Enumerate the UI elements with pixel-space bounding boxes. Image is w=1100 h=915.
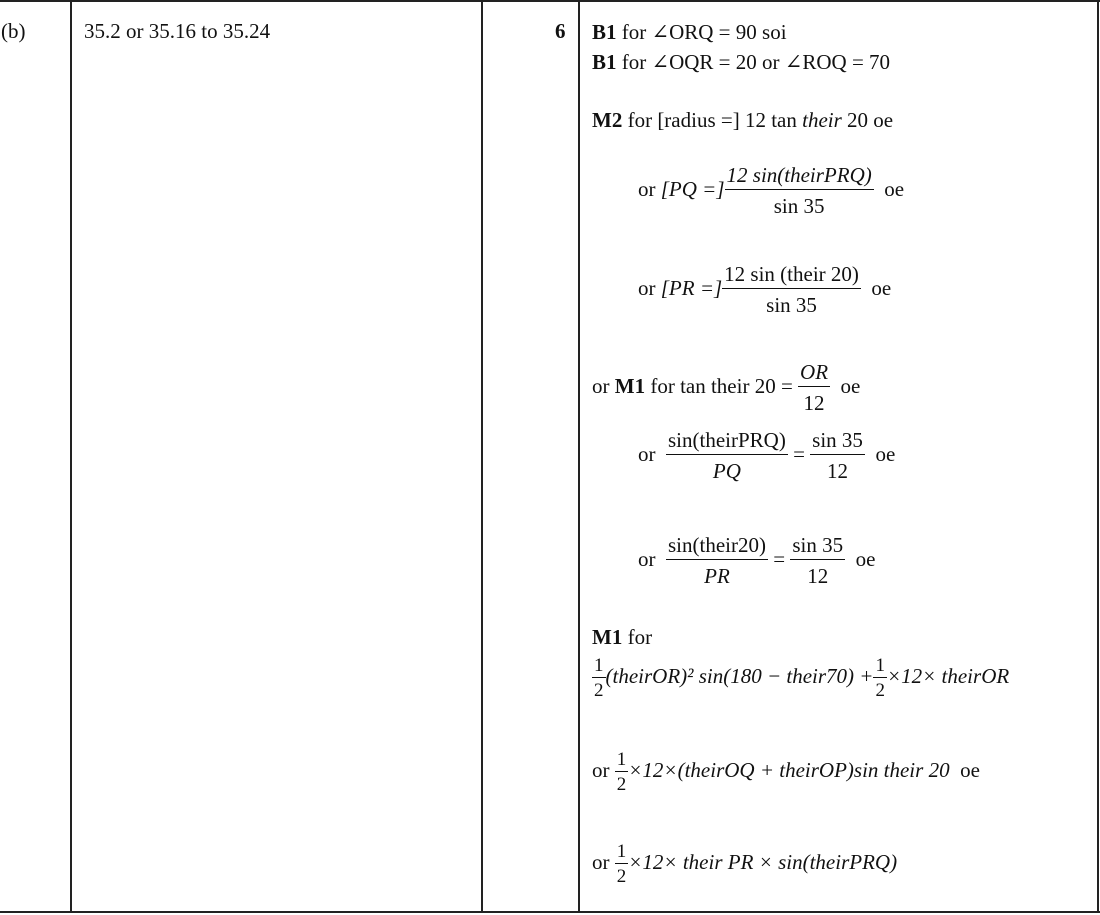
half-fraction: $\frac{1}{2}$ bbox=[594, 655, 604, 701]
column-divider-1 bbox=[70, 0, 72, 913]
b1-line-2: B1 for ∠OQR = 20 or ∠ROQ = 70 bbox=[592, 50, 891, 74]
column-divider-2 bbox=[481, 0, 483, 913]
half-fraction: $\frac{1}{2}$ bbox=[875, 655, 885, 701]
m1-sine-rule-pq: or $\frac{\text{sin(theirPRQ)}}{PQ}$ = $\frac{\sin 35}{12}$ oe bbox=[638, 428, 896, 483]
part-label: (b) bbox=[1, 19, 26, 43]
or-over-12-fraction: $\frac{OR}{12}$ bbox=[800, 360, 829, 415]
column-divider-3 bbox=[578, 0, 580, 913]
pr-expression: or [PR =] $\frac{\text{12 sin (their 20)}}{\sin 35}$ oe bbox=[638, 262, 892, 317]
area-expression-2: or $\frac{1}{2}$ ×12×(theirOQ + theirOP)sin their 20 oe bbox=[592, 749, 980, 795]
sin-20-over-pr: $\frac{\text{sin(their20)}}{PR}$ bbox=[668, 533, 766, 588]
sin35-over-12-b: $\frac{\sin 35}{12}$ bbox=[792, 533, 844, 588]
m1-area-label: M1 for bbox=[592, 625, 653, 649]
answer-text: 35.2 or 35.16 to 35.24 bbox=[84, 19, 271, 43]
half-fraction: $\frac{1}{2}$ bbox=[616, 841, 627, 887]
pq-fraction: $\frac{\text{12 sin(theirPRQ)}}{\sin 35}$ bbox=[726, 163, 872, 218]
pq-expression: or [PQ =] $\frac{\text{12 sin(theirPRQ)}}{\sin 35}$ oe bbox=[638, 163, 905, 218]
marks-value: 6 bbox=[555, 19, 566, 43]
area-expression-3: or $\frac{1}{2}$ ×12× their PR × sin(theirPRQ) bbox=[592, 841, 898, 887]
m1-tan-expression: or M1 for tan their 20 = $\frac{OR}{12}$ oe bbox=[592, 360, 861, 415]
table-top-border bbox=[0, 0, 1100, 2]
sin-prq-over-pq: $\frac{\text{sin(theirPRQ)}}{PQ}$ bbox=[668, 428, 786, 483]
m1-sine-rule-pr: or $\frac{\text{sin(their20)}}{PR}$ = $\frac{\sin 35}{12}$ oe bbox=[638, 533, 876, 588]
m2-line: M2 for [radius =] 12 tan their 20 oe bbox=[592, 108, 894, 132]
half-fraction: $\frac{1}{2}$ bbox=[616, 749, 627, 795]
table-bottom-border bbox=[0, 911, 1100, 913]
sin35-over-12: $\frac{\sin 35}{12}$ bbox=[812, 428, 863, 483]
pr-fraction: $\frac{\text{12 sin (their 20)}}{\sin 35}$ bbox=[724, 262, 859, 317]
b1-line-1: B1 for ∠ORQ = 90 soi bbox=[592, 20, 787, 44]
area-expression-1: $\frac{1}{2}$ (theirOR)² sin(180 − their70) + $\frac{1}{2}$ ×12× theirOR bbox=[594, 655, 1010, 701]
table-right-border bbox=[1097, 0, 1099, 913]
